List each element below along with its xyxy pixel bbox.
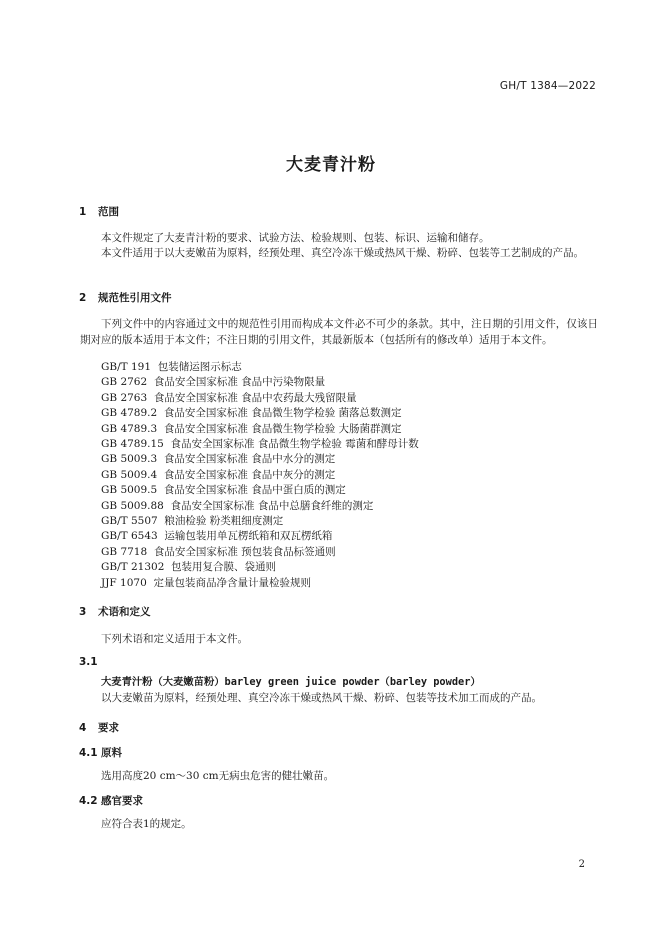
subsection-title: 原料 (101, 747, 122, 759)
section-title: 范围 (98, 206, 119, 218)
reference-item: GB 7718 食品安全国家标准 预包装食品标签通则 (101, 545, 336, 558)
reference-item: GB/T 6543 运输包装用单瓦楞纸箱和双瓦楞纸箱 (101, 530, 333, 543)
reference-item: GB/T 21302 包装用复合膜、袋通则 (101, 561, 277, 574)
reference-list (101, 360, 419, 591)
section-3-heading (79, 604, 151, 619)
section-2-heading (79, 290, 172, 305)
section-4-heading (79, 720, 119, 735)
reference-item: GB 5009.4 食品安全国家标准 食品中灰分的测定 (101, 468, 336, 481)
term-name: 大麦青汁粉（大麦嫩苗粉）barley green juice powder（barley powder） (101, 676, 481, 688)
scope-paragraph-2: 本文件适用于以大麦嫩苗为原料，经预处理、真空冷冻干燥或热风干燥、粉碎、包装等工艺制成的产品。 (101, 247, 584, 259)
reference-item: GB 5009.5 食品安全国家标准 食品中蛋白质的测定 (101, 484, 346, 497)
reference-item: GB 5009.88 食品安全国家标准 食品中总膳食纤维的测定 (101, 499, 374, 512)
reference-item: GB 5009.3 食品安全国家标准 食品中水分的测定 (101, 453, 336, 466)
section-number: 2 (79, 292, 87, 304)
term-definition: 以大麦嫩苗为原料，经预处理、真空冷冻干燥或热风干燥、粉碎、包装等技术加工而成的产品。 (101, 692, 542, 704)
subsection-4-2-heading (79, 793, 143, 808)
section-number: 4 (79, 722, 87, 734)
section-title: 规范性引用文件 (98, 292, 172, 304)
term-number: 3.1 (79, 656, 98, 668)
normative-intro: 下列文件中的内容通过文中的规范性引用而构成本文件必不可少的条款。其中，注日期的引用文件，仅该日期对应的版本适用于本文件；不注日期的引用文件，其最新版本（包括所有的修改单）适用于本文件。 (80, 318, 598, 346)
raw-material-text: 选用高度20 cm～30 cm无病虫危害的健壮嫩苗。 (101, 770, 335, 782)
reference-item: GB/T 191 包装储运图示标志 (101, 361, 242, 373)
subsection-number: 4.2 (79, 795, 98, 807)
reference-item: GB 4789.3 食品安全国家标准 食品微生物学检验 大肠菌群测定 (101, 422, 402, 435)
reference-item: GB 4789.15 食品安全国家标准 食品微生物学检验 霉菌和酵母计数 (101, 438, 419, 451)
reference-item: GB 4789.2 食品安全国家标准 食品微生物学检验 菌落总数测定 (101, 407, 402, 420)
section-title: 要求 (98, 722, 119, 734)
subsection-title: 感官要求 (101, 795, 143, 807)
subsection-number: 4.1 (79, 747, 98, 759)
terms-intro: 下列术语和定义适用于本文件。 (101, 633, 248, 645)
reference-item: JJF 1070 定量包装商品净含量计量检验规则 (101, 576, 311, 589)
standard-number: GH/T 1384—2022 (499, 80, 596, 92)
subsection-4-1-heading (79, 745, 122, 760)
page-number: 2 (578, 859, 585, 870)
reference-item: GB/T 5507 粮油检验 粉类粗细度测定 (101, 515, 284, 528)
reference-item: GB 2763 食品安全国家标准 食品中农药最大残留限量 (101, 391, 357, 404)
section-title: 术语和定义 (98, 606, 151, 618)
section-1-heading (79, 204, 119, 219)
scope-paragraph-1: 本文件规定了大麦青汁粉的要求、试验方法、检验规则、包装、标识、运输和储存。 (101, 232, 490, 244)
section-number: 1 (79, 206, 87, 218)
sensory-text: 应符合表1的规定。 (101, 818, 192, 830)
section-number: 3 (79, 606, 87, 618)
reference-item: GB 2762 食品安全国家标准 食品中污染物限量 (101, 376, 326, 389)
document-title: 大麦青汁粉 (286, 155, 376, 175)
